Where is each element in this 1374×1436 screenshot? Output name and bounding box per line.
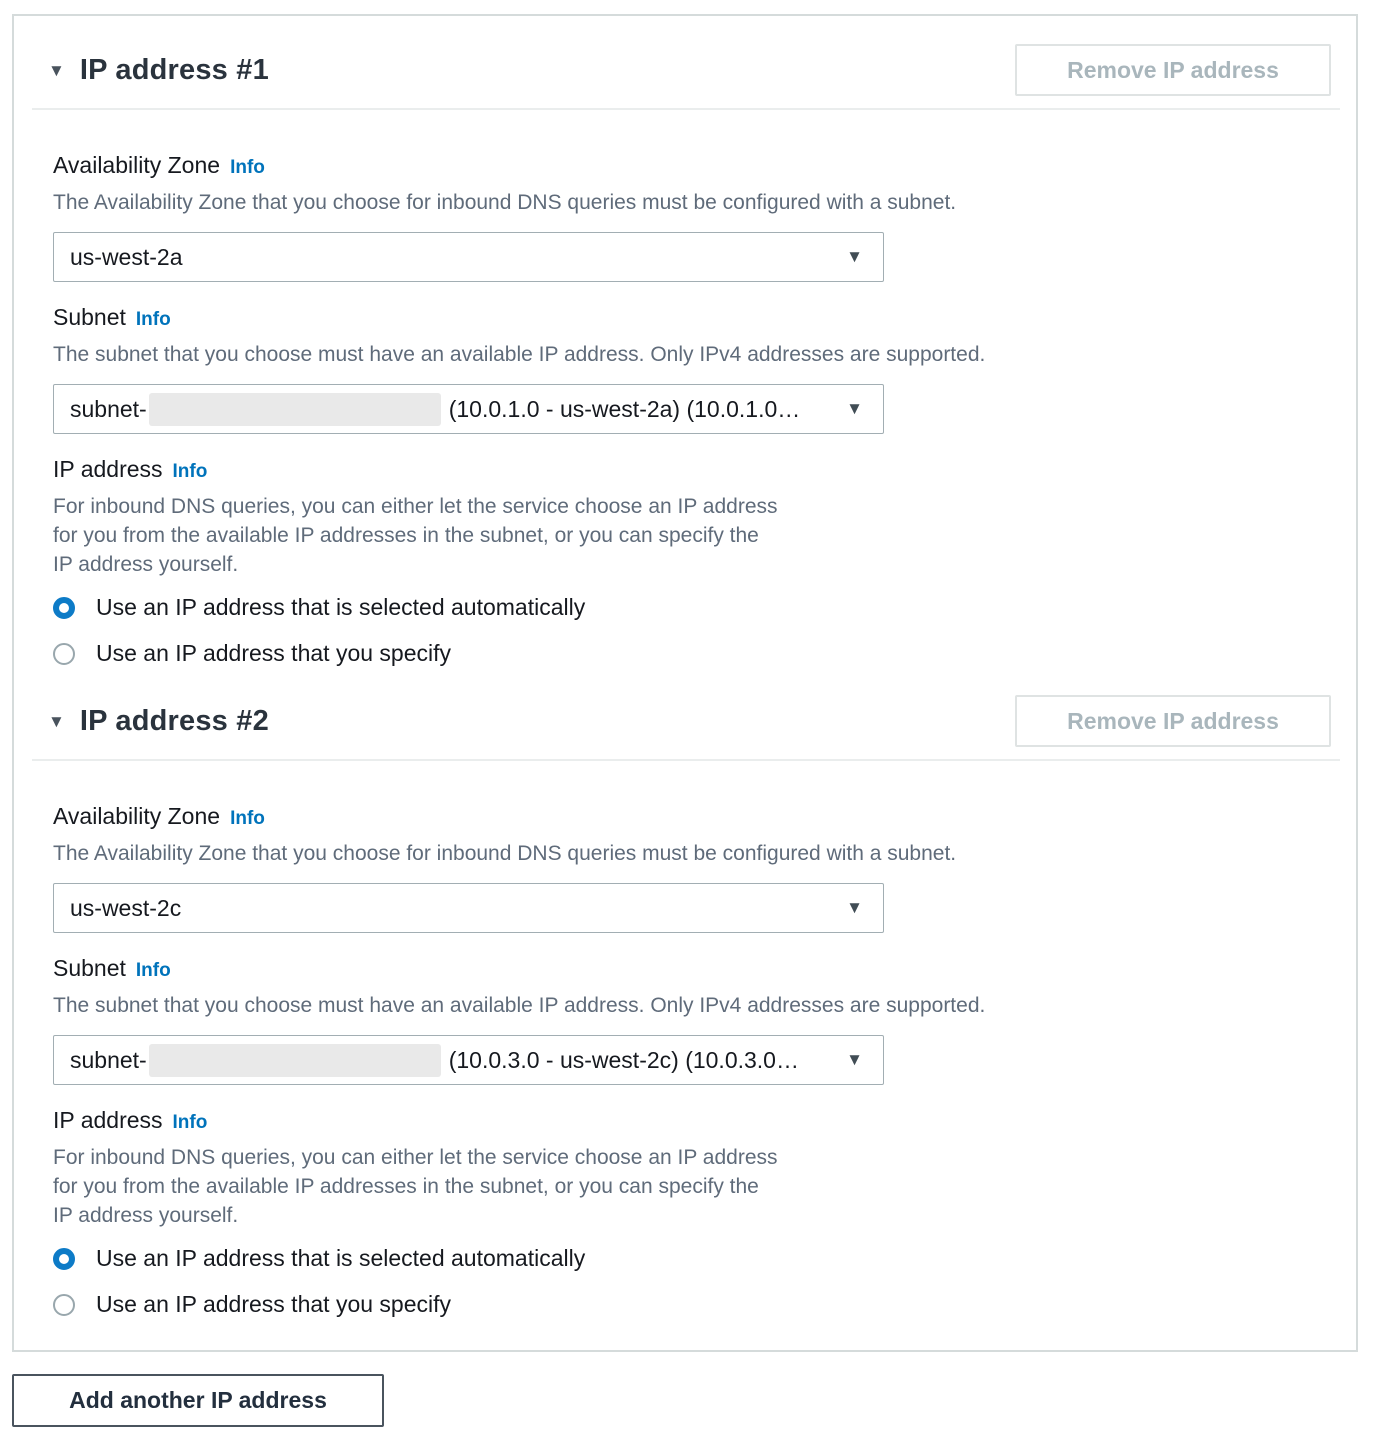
radio-option-specify-label: Use an IP address that you specify (96, 640, 451, 666)
ip-address-2-title: IP address #2 (79, 704, 269, 737)
radio-unselected-icon[interactable] (53, 643, 75, 665)
ip-address-label: IP address (53, 456, 163, 482)
availability-zone-label: Availability Zone (53, 152, 221, 178)
radio-unselected-icon[interactable] (53, 1294, 75, 1316)
caret-down-icon: ▼ (48, 711, 65, 731)
description-line: for you from the available IP addresses in the subnet, or you can specify the (53, 1175, 759, 1198)
select-caret-icon: ▼ (846, 1050, 863, 1069)
ip-address-option-group (53, 1107, 1331, 1318)
ip-address-info-link[interactable]: Info (172, 461, 208, 482)
availability-zone-info-link[interactable]: Info (230, 157, 265, 178)
availability-zone-description: The Availability Zone that you choose for inbound DNS queries must be configured with a subnet. (53, 191, 957, 214)
subnet-value-suffix: (10.0.3.0 - us-west-2c) (10.0.3.0… (448, 1046, 799, 1073)
availability-zone-select[interactable] (53, 883, 884, 933)
availability-zone-value: us-west-2a (70, 243, 183, 270)
subnet-id-redacted (149, 393, 441, 426)
description-line: IP address yourself. (53, 1204, 239, 1227)
radio-option-automatic[interactable] (53, 1245, 1331, 1272)
radio-option-automatic[interactable] (53, 594, 1331, 621)
subnet-label: Subnet (53, 955, 126, 981)
select-caret-icon: ▼ (846, 898, 863, 917)
radio-option-automatic-label: Use an IP address that is selected automatically (96, 594, 586, 620)
description-line: IP address yourself. (53, 553, 239, 576)
availability-zone-select[interactable] (53, 232, 884, 282)
subnet-label-row (53, 304, 1331, 331)
ip-address-1-toggle[interactable] (48, 54, 269, 87)
ip-address-option-group (53, 456, 1331, 667)
ip-address-2-toggle[interactable] (48, 705, 269, 738)
radio-option-specify[interactable] (53, 640, 1331, 667)
subnet-description: The subnet that you choose must have an available IP address. Only IPv4 addresses are supported. (53, 994, 986, 1017)
subnet-select[interactable] (53, 384, 884, 434)
ip-address-label: IP address (53, 1107, 163, 1133)
ip-address-2-fields (48, 761, 1331, 1318)
radio-option-specify-label: Use an IP address that you specify (96, 1291, 451, 1317)
ip-address-label-row (53, 456, 1331, 483)
ip-address-description (53, 1143, 1331, 1230)
ip-address-label-row (53, 1107, 1331, 1134)
availability-zone-description: The Availability Zone that you choose for inbound DNS queries must be configured with a subnet. (53, 842, 957, 865)
subnet-description: The subnet that you choose must have an available IP address. Only IPv4 addresses are supported. (53, 343, 986, 366)
ip-address-1-header (48, 44, 1331, 96)
availability-zone-value: us-west-2c (70, 894, 182, 921)
add-another-ip-address-button[interactable]: Add another IP address (12, 1374, 384, 1427)
description-line: For inbound DNS queries, you can either let the service choose an IP address (53, 495, 778, 518)
subnet-value-suffix: (10.0.1.0 - us-west-2a) (10.0.1.0… (448, 395, 801, 422)
radio-selected-icon[interactable] (53, 1248, 75, 1270)
ip-address-info-link[interactable]: Info (172, 1112, 208, 1133)
subnet-group (53, 955, 1331, 1085)
ip-address-1-fields (48, 110, 1331, 667)
availability-zone-info-link[interactable]: Info (230, 808, 265, 829)
remove-ip-address-1-button[interactable]: Remove IP address (1015, 44, 1331, 96)
description-line: For inbound DNS queries, you can either let the service choose an IP address (53, 1146, 778, 1169)
subnet-info-link[interactable]: Info (135, 309, 171, 330)
ip-address-description (53, 492, 1331, 579)
caret-down-icon: ▼ (48, 60, 65, 80)
ip-address-2-header (48, 695, 1331, 747)
subnet-label: Subnet (53, 304, 126, 330)
subnet-info-link[interactable]: Info (135, 960, 171, 981)
radio-selected-icon[interactable] (53, 597, 75, 619)
description-line: for you from the available IP addresses in the subnet, or you can specify the (53, 524, 759, 547)
select-caret-icon: ▼ (846, 399, 863, 418)
availability-zone-group (53, 152, 1331, 282)
availability-zone-label-row (53, 152, 1331, 179)
availability-zone-label: Availability Zone (53, 803, 221, 829)
subnet-label-row (53, 955, 1331, 982)
subnet-group (53, 304, 1331, 434)
radio-option-specify[interactable] (53, 1291, 1331, 1318)
radio-option-automatic-label: Use an IP address that is selected automatically (96, 1245, 586, 1271)
remove-ip-address-2-button[interactable]: Remove IP address (1015, 695, 1331, 747)
subnet-value-prefix: subnet- (70, 395, 147, 422)
subnet-select[interactable] (53, 1035, 884, 1085)
select-caret-icon: ▼ (846, 247, 863, 266)
subnet-value-prefix: subnet- (70, 1046, 147, 1073)
subnet-id-redacted (149, 1044, 441, 1077)
availability-zone-group (53, 803, 1331, 933)
ip-address-1-title: IP address #1 (79, 53, 269, 86)
ip-addresses-panel (12, 14, 1358, 1352)
availability-zone-label-row (53, 803, 1331, 830)
